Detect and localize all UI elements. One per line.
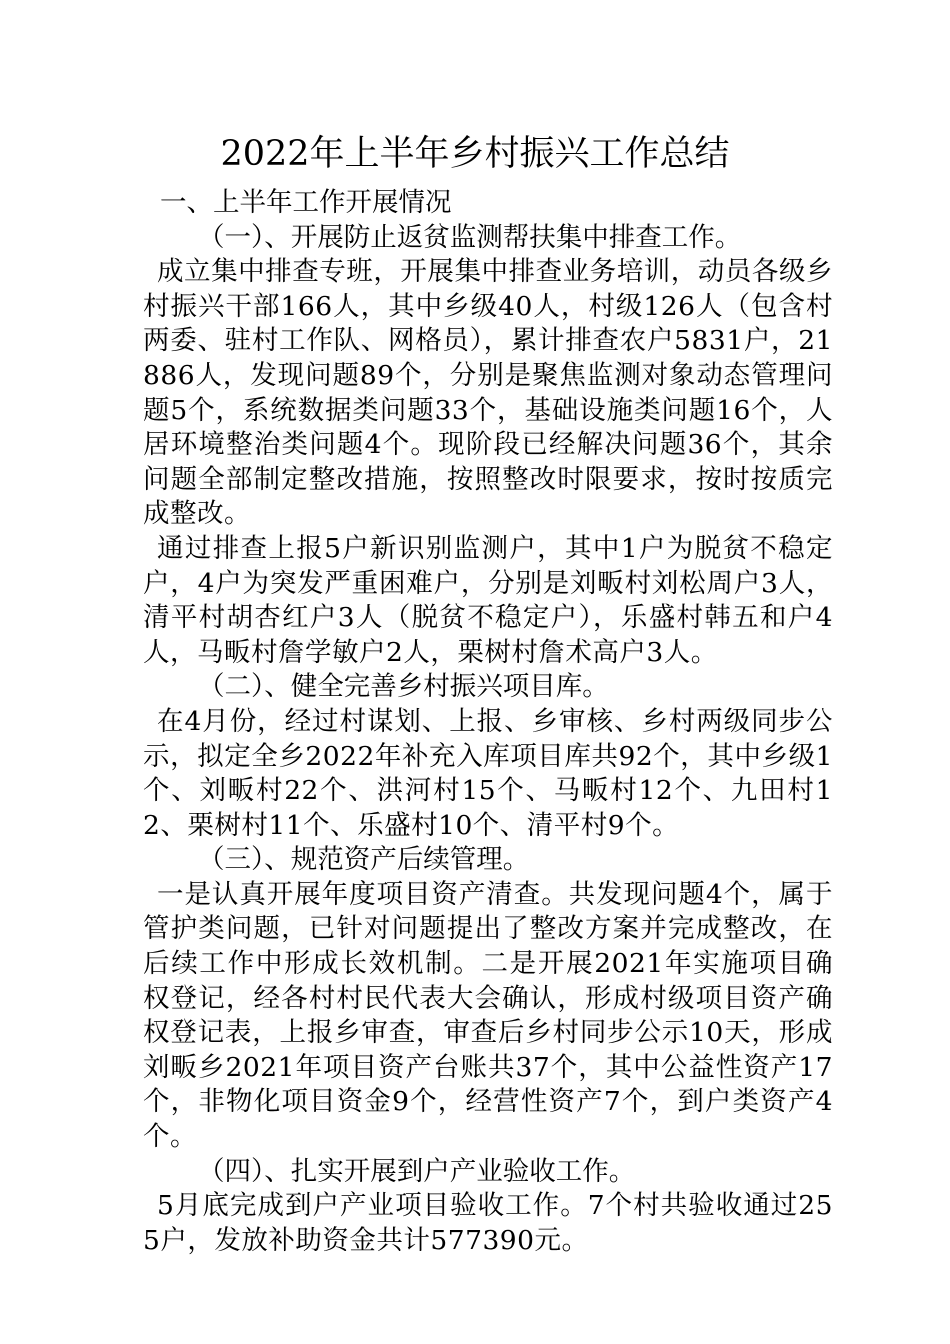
paragraph: 5月底完成到户产业项目验收工作。7个村共验收通过255户，发放补助资金共计577390元。 (143, 1190, 833, 1256)
document-body (143, 186, 833, 1258)
paragraph: 通过排查上报5户新识别监测户，其中1户为脱贫不稳定户，4户为突发严重困难户，分别是刘畈村刘松周户3人，清平村胡杏红户3人（脱贫不稳定户），乐盛村韩五和户4人，马畈村詹学敏户2人，栗树村詹术高户3人。 (143, 532, 833, 668)
subsection-heading-2: （二）、健全完善乡村振兴项目库。 (198, 671, 609, 703)
subsection-heading-1: （一）、开展防止返贫监测帮扶集中排查工作。 (198, 221, 742, 253)
paragraph: 一是认真开展年度项目资产清查。共发现问题4个，属于管护类问题，已针对问题提出了整改方案并完成整改，在后续工作中形成长效机制。二是开展2021年实施项目确权登记，经各村村民代表大会确认，形成村级项目资产确权登记表，上报乡审查，审查后乡村同步公示10天，形成刘畈乡2021年项目资产台账共37个，其中公益性资产17个，非物化项目资金9个，经营性资产7个，到户类资产4个。 (143, 878, 833, 1153)
paragraph: 在4月份，经过村谋划、上报、乡审核、乡村两级同步公示，拟定全乡2022年补充入库项目库共92个，其中乡级1个、刘畈村22个、洪河村15个、马畈村12个、九田村12、栗树村11个、乐盛村10个、清平村9个。 (143, 705, 833, 841)
subsection-heading-4: （四）、扎实开展到户产业验收工作。 (198, 1155, 636, 1187)
subsection-heading-3: （三）、规范资产后续管理。 (198, 844, 530, 876)
document-title: 2022年上半年乡村振兴工作总结 (220, 134, 730, 174)
section-heading: 一、上半年工作开展情况 (160, 187, 452, 218)
paragraph: 成立集中排查专班，开展集中排查业务培训，动员各级乡村振兴干部166人，其中乡级40人，村级126人（包含村两委、驻村工作队、网格员），累计排查农户5831户，21886人，发现问题89个，分别是聚焦监测对象动态管理问题5个，系统数据类问题33个，基础设施类问题16个，人居环境整治类问题4个。现阶段已经解决问题36个，其余问题全部制定整改措施，按照整改时限要求，按时按质完成整改。 (143, 256, 833, 530)
